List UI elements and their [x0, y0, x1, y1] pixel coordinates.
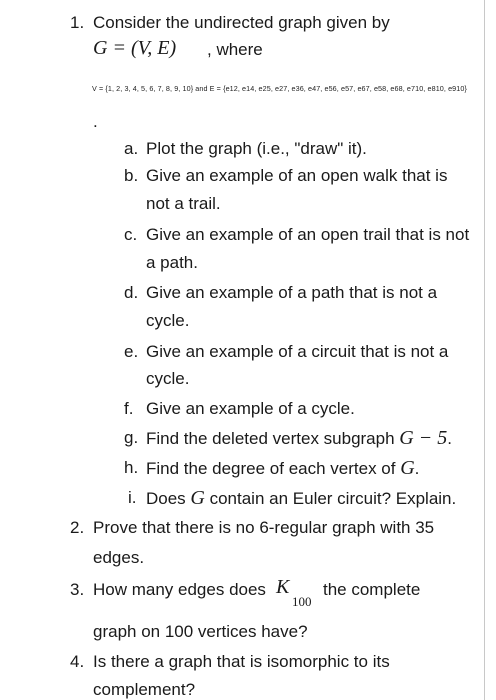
q2-text-line2: edges.: [93, 548, 145, 567]
part-e-text-line1: Give an example of a circuit that is not a: [146, 342, 449, 361]
part-i-text: Does G contain an Euler circuit? Explain.: [146, 487, 457, 509]
q3-number: 3.: [70, 580, 85, 599]
q1-math-suffix: , where: [207, 40, 263, 59]
q3-text-pre: How many edges does: [93, 580, 266, 599]
part-i-math: G: [190, 487, 205, 509]
part-f-text: Give an example of a cycle.: [146, 399, 355, 418]
part-i-label: i.: [128, 488, 137, 507]
part-d-text-line1: Give an example of a path that is not a: [146, 283, 438, 302]
q4-text-line2: complement?: [93, 680, 196, 699]
part-h-text: Find the degree of each vertex of G.: [146, 457, 420, 479]
part-g-label: g.: [124, 428, 139, 447]
q2-text-line1: Prove that there is no 6-regular graph with 35: [93, 518, 435, 537]
q3-math-subscript: 100: [292, 594, 312, 609]
part-b-text-line2: not a trail.: [146, 194, 221, 213]
q4-number: 4.: [70, 652, 85, 671]
q4-text-line1: Is there a graph that is isomorphic to its: [93, 652, 390, 671]
q1-math-graph: G = (V, E): [93, 37, 177, 59]
part-c-label: c.: [124, 225, 138, 244]
part-a-label: a.: [124, 139, 139, 158]
part-c-text-line1: Give an example of an open trail that is not: [146, 225, 470, 244]
part-h-label: h.: [124, 458, 139, 477]
part-b-text-line1: Give an example of an open walk that is: [146, 166, 448, 185]
part-c-text-line2: a path.: [146, 253, 198, 272]
q1-text: Consider the undirected graph given by: [93, 13, 390, 32]
q1-stray-mark: .: [93, 112, 98, 131]
part-g-text: Find the deleted vertex subgraph G − 5.: [146, 427, 452, 449]
part-d-text-line2: cycle.: [146, 311, 190, 330]
part-e-text-line2: cycle.: [146, 369, 190, 388]
part-g-math: G − 5: [399, 427, 448, 449]
part-d-label: d.: [124, 283, 139, 302]
part-f-label: f.: [124, 399, 134, 418]
part-a-text: Plot the graph (i.e., "draw" it).: [146, 139, 367, 158]
q1-vertex-edge-sets: V = {1, 2, 3, 4, 5, 6, 7, 8, 9, 10} and E = {e12, e14, e25, e27, e36, e47, e56, e57, e67, e58, e68, e710, e810, e910}: [92, 84, 467, 93]
part-h-math: G: [400, 457, 415, 479]
q1-number: 1.: [70, 13, 85, 32]
part-e-label: e.: [124, 342, 139, 361]
q3-text-post: the complete: [323, 580, 421, 599]
q2-number: 2.: [70, 518, 85, 537]
part-b-label: b.: [124, 166, 139, 185]
q3-text-line2: graph on 100 vertices have?: [93, 622, 308, 641]
q3-math-k: K: [276, 576, 290, 598]
